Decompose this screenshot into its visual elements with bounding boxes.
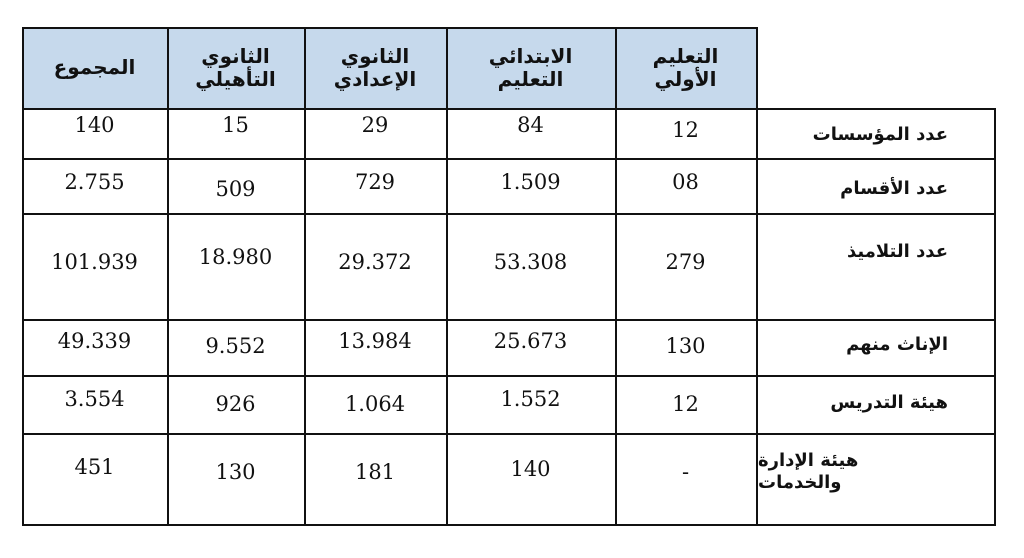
header-line: التأهيلي [195, 66, 276, 91]
cell-primary: 53.308 [493, 250, 568, 274]
cell-secondary-qualifying: 15 [222, 113, 249, 137]
cell-secondary-preparatory: 29.372 [338, 250, 412, 274]
header-line: التعليم [497, 66, 564, 91]
header-secondary-preparatory [304, 27, 446, 108]
cell-secondary-qualifying: 509 [215, 177, 256, 201]
cell-secondary-qualifying: 9.552 [205, 334, 266, 358]
cell-secondary-preparatory: 29 [361, 113, 389, 137]
row-label: هيئة التدريس [830, 392, 948, 413]
cell-total: 2.755 [64, 170, 125, 194]
cell-secondary-qualifying: 18.980 [198, 245, 273, 269]
row-label: عدد التلاميذ [846, 241, 948, 262]
cell-primary: 25.673 [493, 329, 568, 353]
header-line: الثانوي [340, 43, 410, 68]
row-label: عدد الأقسام [840, 178, 948, 199]
cell-secondary-preparatory: 13.984 [338, 329, 412, 353]
header-line: الابتدائي [488, 43, 573, 68]
cell-secondary-preparatory: 729 [354, 170, 396, 194]
cell-preschool: - [681, 460, 690, 484]
cell-primary: 1.552 [500, 387, 561, 411]
header-secondary-qualifying [167, 27, 304, 108]
row-label: الإناث منهم [846, 334, 948, 355]
cell-total: 49.339 [57, 329, 132, 353]
row-label: عدد المؤسسات [812, 124, 948, 145]
statistics-table [22, 27, 996, 526]
cell-preschool: 12 [672, 392, 699, 416]
row-label [758, 447, 994, 497]
header-total-label: المجموع [53, 55, 136, 79]
cell-total: 101.939 [51, 250, 138, 274]
cell-preschool: 279 [665, 250, 706, 274]
cell-secondary-preparatory: 1.064 [344, 392, 406, 416]
cell-primary: 84 [517, 113, 544, 137]
header-line: الإعدادي [333, 66, 417, 91]
cell-total: 3.554 [64, 387, 125, 411]
cell-primary: 140 [510, 457, 551, 481]
header-line: الأولي [654, 66, 717, 91]
header-line: الثانوي [201, 43, 270, 68]
cell-secondary-qualifying: 926 [215, 392, 256, 416]
cell-primary: 1.509 [500, 170, 561, 194]
cell-preschool: 130 [665, 334, 706, 358]
table-right-border [994, 108, 996, 526]
row-label-line: هيئة الإدارة [758, 450, 859, 471]
header-preschool [615, 27, 756, 108]
header-line: التعليم [652, 43, 719, 68]
cell-total: 140 [74, 113, 115, 137]
cell-total: 451 [74, 455, 115, 479]
header-primary [446, 27, 615, 108]
cell-secondary-preparatory: 181 [354, 460, 396, 484]
cell-secondary-qualifying: 130 [215, 460, 256, 484]
cell-preschool: 12 [672, 118, 699, 142]
header-total [22, 27, 167, 108]
row-label-line: والخدمات [758, 472, 842, 493]
cell-preschool: 08 [672, 170, 699, 194]
